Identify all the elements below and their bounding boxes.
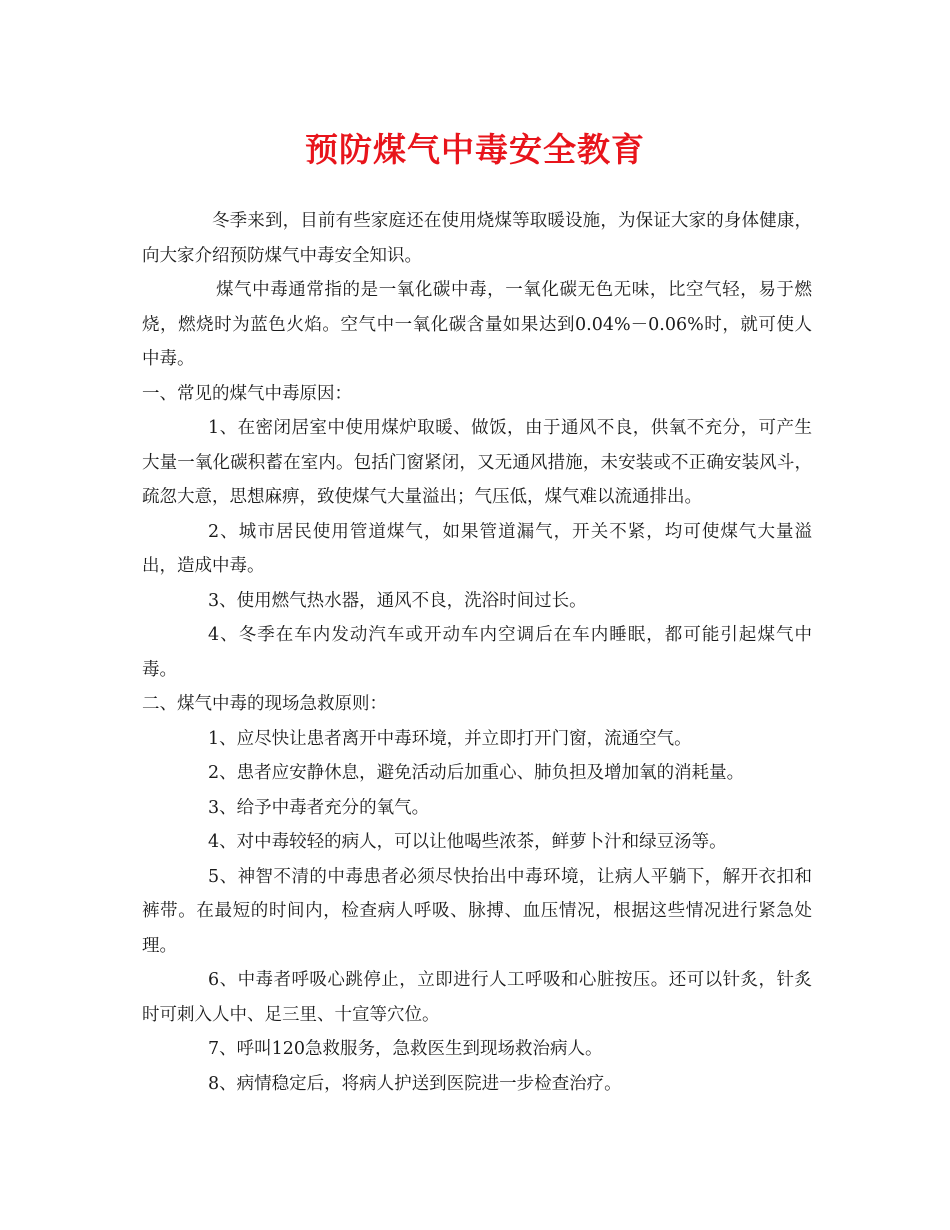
section-heading-causes: 一、常见的煤气中毒原因： xyxy=(142,383,352,404)
cause-item-4: 4、冬季在车内发动汽车或开动车内空调后在车内睡眠，都可能引起煤气中毒。 xyxy=(142,625,812,680)
cause-item-2: 2、城市居民使用管道煤气，如果管道漏气，开关不紧，均可使煤气大量溢出，造成中毒。 xyxy=(142,521,812,576)
section-heading-first-aid: 二、煤气中毒的现场急救原则： xyxy=(142,694,387,714)
first-aid-item-6: 6、中毒者呼吸心跳停止，立即进行人工呼吸和心脏按压。还可以针炙，针炙时可刺入人中、足三里、十宣等穴位。 xyxy=(142,970,812,1025)
first-aid-item-8: 8、病情稳定后，将病人护送到医院进一步检查治疗。 xyxy=(208,1073,622,1094)
document-title: 预防煤气中毒安全教育 xyxy=(305,130,645,169)
first-aid-item-5: 5、神智不清的中毒患者必须尽快抬出中毒环境，让病人平躺下，解开衣扣和裤带。在最短的时间内，检查病人呼吸、脉搏、血压情况，根据这些情况进行紧急处理。 xyxy=(142,866,812,956)
cause-item-1: 1、在密闭居室中使用煤炉取暖、做饭，由于通风不良，供氧不充分，可产生大量一氧化碳积蓄在室内。包括门窗紧闭，又无通风措施，未安装或不正确安装风斗，疏忽大意，思想麻痹，致使煤气大量溢出；气压低，煤气难以流通排出。 xyxy=(142,418,812,507)
first-aid-item-7: 7、呼叫120急救服务，急救医生到现场救治病人。 xyxy=(208,1039,603,1059)
document-body xyxy=(142,204,812,1101)
first-aid-item-4: 4、对中毒较轻的病人，可以让他喝些浓茶，鲜萝卜汁和绿豆汤等。 xyxy=(208,832,727,852)
first-aid-item-2: 2、患者应安静休息，避免活动后加重心、肺负担及增加氧的消耗量。 xyxy=(208,763,745,783)
first-aid-item-1: 1、应尽快让患者离开中毒环境，并立即打开门窗，流通空气。 xyxy=(208,728,692,749)
cause-item-3: 3、使用燃气热水器，通风不良，洗浴时间过长。 xyxy=(208,590,587,611)
definition-paragraph: 煤气中毒通常指的是一氧化碳中毒，一氧化碳无色无味，比空气轻，易于燃烧，燃烧时为蓝色火焰。空气中一氧化碳含量如果达到0.04%－0.06%时，就可使人中毒。 xyxy=(142,280,812,369)
first-aid-item-3: 3、给予中毒者充分的氧气。 xyxy=(208,797,430,818)
intro-paragraph: 冬季来到，目前有些家庭还在使用烧煤等取暖设施，为保证大家的身体健康，向大家介绍预防煤气中毒安全知识。 xyxy=(142,211,812,266)
